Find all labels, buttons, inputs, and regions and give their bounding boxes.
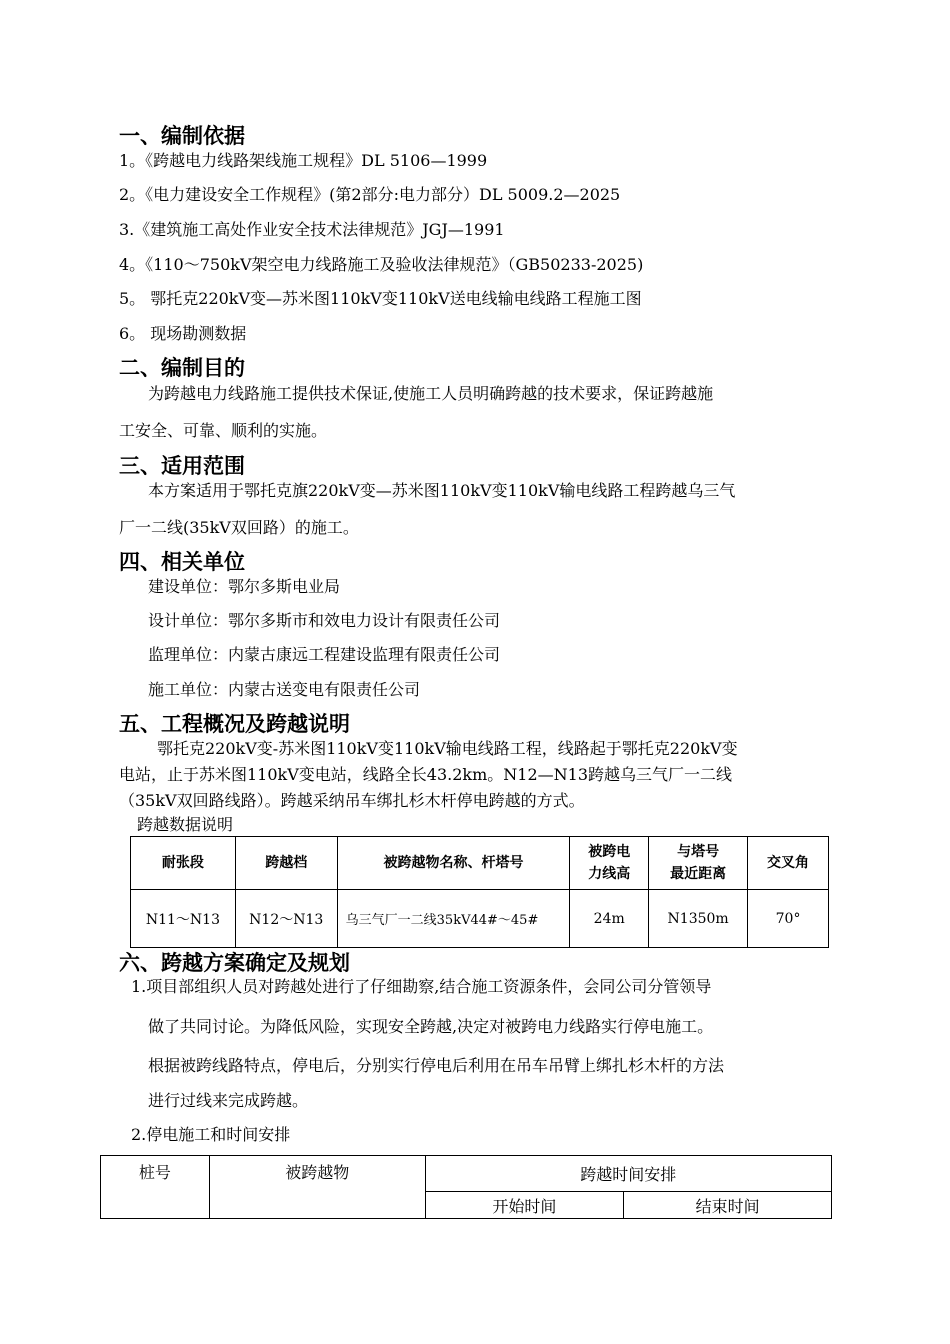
section-2-title: 二、编制目的 — [119, 356, 245, 380]
scope-line-2: 厂一二线(35kV双回路）的施工。 — [119, 518, 359, 537]
plan-item1-line-2: 做了共同讨论。为降低风险，实现安全跨越,决定对被跨电力线路实行停电施工。 — [148, 1017, 714, 1036]
th-crossing-span: 跨越档 — [235, 837, 337, 890]
th-line-height-l1: 被跨电 — [588, 844, 631, 860]
scope-line-1: 本方案适用于鄂托克旗220kV变—苏米图110kV变110kV输电线路工程跨越乌三气 — [148, 481, 736, 500]
td-crossed-object: 乌三气厂一二线35kV44#～45# — [337, 890, 570, 948]
th-end-time: 结束时间 — [624, 1192, 832, 1219]
reference-item-1: 1。《跨越电力线路架线施工规程》DL 5106—1999 — [119, 151, 488, 170]
td-tension-section: N11～N13 — [131, 890, 236, 948]
th-start-time: 开始时间 — [425, 1192, 624, 1219]
section-6-title: 六、跨越方案确定及规划 — [119, 951, 350, 975]
unit-construction-owner: 建设单位：鄂尔多斯电业局 — [148, 577, 341, 596]
th-pile-number: 桩号 — [101, 1156, 210, 1219]
plan-item2: 2.停电施工和时间安排 — [131, 1125, 291, 1144]
plan-item1-line-1: 1.项目部组织人员对跨越处进行了仔细勘察,结合施工资源条件，会同公司分管领导 — [131, 977, 712, 996]
th-cross-angle: 交叉角 — [748, 837, 829, 890]
table-caption: 跨越数据说明 — [137, 815, 234, 834]
th-line-height — [570, 837, 649, 890]
th-tension-section: 耐张段 — [131, 837, 236, 890]
reference-item-5: 5。 鄂托克220kV变—苏米图110kV变110kV送电线输电线路工程施工图 — [119, 289, 642, 308]
unit-contractor: 施工单位：内蒙古送变电有限责任公司 — [148, 680, 421, 699]
section-3-title: 三、适用范围 — [119, 454, 245, 478]
td-crossing-span: N12～N13 — [235, 890, 337, 948]
purpose-line-1: 为跨越电力线路施工提供技术保证,使施工人员明确跨越的技术要求，保证跨越施 — [148, 384, 714, 403]
th-crossed-object: 被跨越物名称、杆塔号 — [337, 837, 570, 890]
reference-item-2: 2。《电力建设安全工作规程》(第2部分:电力部分）DL 5009.2—2025 — [119, 185, 621, 204]
overview-line-3: （35kV双回路线路）。跨越采纳吊车绑扎杉木杆停电跨越的方式。 — [119, 791, 585, 810]
outage-schedule-table — [100, 1155, 832, 1219]
th-line-height-l2: 力线高 — [588, 866, 631, 882]
plan-item1-line-3: 根据被跨线路特点，停电后，分别实行停电后利用在吊车吊臂上绑扎杉木杆的方法 — [148, 1056, 725, 1075]
plan-item1-line-4: 进行过线来完成跨越。 — [148, 1091, 309, 1110]
section-4-title: 四、相关单位 — [119, 550, 245, 574]
td-cross-angle: 70° — [748, 890, 829, 948]
th-nearest-distance-l1: 与塔号 — [677, 844, 720, 860]
section-5-title: 五、工程概况及跨越说明 — [119, 712, 350, 736]
crossing-data-table — [130, 836, 829, 948]
section-1-title: 一、编制依据 — [119, 124, 245, 148]
td-line-height: 24m — [570, 890, 649, 948]
th-crossed-object2: 被跨越物 — [209, 1156, 425, 1219]
purpose-line-2: 工安全、可靠、顺利的实施。 — [119, 421, 328, 440]
overview-line-2: 电站，止于苏米图110kV变电站，线路全长43.2km。N12—N13跨越乌三气厂一二线 — [119, 765, 733, 784]
unit-design: 设计单位：鄂尔多斯市和效电力设计有限责任公司 — [148, 611, 501, 630]
td-nearest-distance: N1350m — [649, 890, 748, 948]
reference-item-6: 6。 现场勘测数据 — [119, 324, 247, 343]
reference-item-4: 4。《110～750kV架空电力线路施工及验收法律规范》（GB50233-2025) — [119, 255, 644, 274]
unit-supervision: 监理单位：内蒙古康远工程建设监理有限责任公司 — [148, 645, 501, 664]
th-nearest-distance-l2: 最近距离 — [670, 866, 727, 882]
th-nearest-distance — [649, 837, 748, 890]
th-crossing-schedule: 跨越时间安排 — [425, 1156, 831, 1192]
overview-line-1: 鄂托克220kV变-苏米图110kV变110kV输电线路工程，线路起于鄂托克220kV变 — [157, 739, 738, 758]
reference-item-3: 3.《建筑施工高处作业安全技术法律规范》JGJ—1991 — [119, 220, 505, 239]
